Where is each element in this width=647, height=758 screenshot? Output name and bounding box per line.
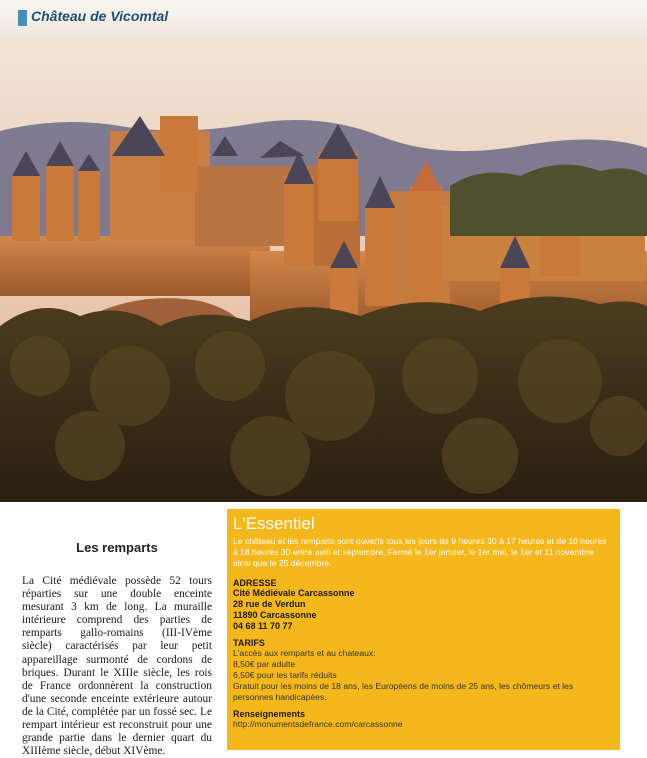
- essentiel-title: L'Essentiel: [233, 514, 315, 533]
- info-link[interactable]: http://monumentsdefrance.com/carcassonne: [233, 719, 403, 729]
- header-accent-bar: [18, 10, 27, 26]
- info-label: Renseignements: [233, 709, 306, 719]
- phone-number: 04 68 11 70 77: [233, 621, 293, 631]
- remparts-heading: Les remparts: [76, 540, 158, 555]
- tarif-line: Gratuit pour les moins de 18 ans, les Européens de moins de 25 ans, les chômeurs et les personnes handicapées.: [233, 681, 574, 702]
- address-label: ADRESSE: [233, 578, 277, 588]
- tarif-line: 8,50€ par adulte: [233, 659, 296, 669]
- castle-photo: [0, 36, 647, 502]
- opening-hours: Le château et les remparts sont ouverts tous les jours de 9 heures 30 à 17 heures et de 10 heures à 18 heures 30 entre avril et septembre. Fermé le 1er janvier, le 1er mai, le 1er et 11 novembre ainsi que le 25 décembre.: [233, 536, 607, 568]
- tarif-line: L'accès aux remparts et au chateaux:: [233, 648, 376, 658]
- address-line: 11890 Carcassonne: [233, 610, 317, 620]
- tarifs-label: TARIFS: [233, 638, 265, 648]
- essentiel-box: [227, 509, 620, 750]
- address-line: Cité Médiévale Carcassonne: [233, 588, 355, 598]
- address-line: 28 rue de Verdun: [233, 599, 306, 609]
- remparts-section: [22, 540, 212, 758]
- remparts-text: La Cité médiévale possède 52 tours réparties sur une double enceinte mesurant 3 km de long. La muraille intérieure comprend des parties de remparts gallo-romains (III-IVème siècle) caractérisés par leur petit appareillage surmonté de cordons de briques. Durant le XIIIe siècle, les rois de France ordonnèrent la construction d'une seconde enceinte extérieure autour de la Cité, complétée par un fossé sec. Le rempart intérieur est reconstruit pour une grande partie dans le dernier quart du XIIIème siècle, début XIVème.: [22, 575, 212, 758]
- page-title: Château de Vicomtal: [31, 8, 169, 24]
- header: [0, 0, 647, 36]
- tarif-line: 6,50€ pour les tarifs réduits: [233, 670, 337, 680]
